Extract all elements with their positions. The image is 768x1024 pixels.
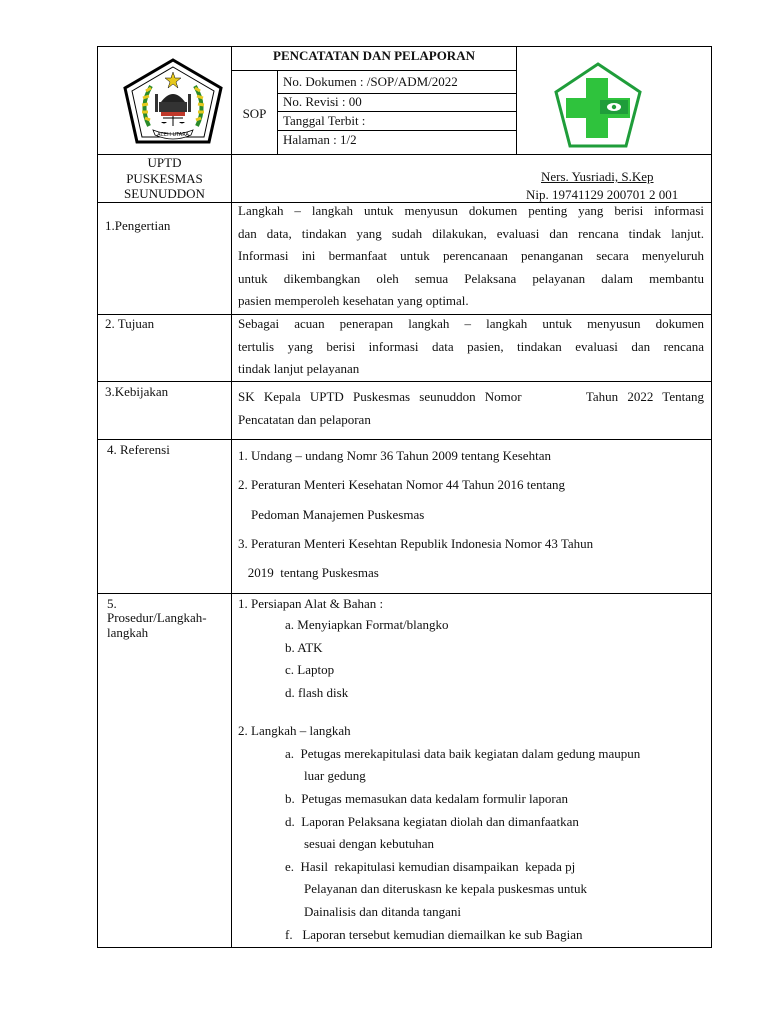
divider [231,70,516,71]
puskesmas-logo-icon [552,62,644,150]
text-line: Pencatatan dan pelaporan [238,411,371,427]
text-line: dan data, tindakan yang sudah dilakukan, evaluasi dan rencana tindak lanjut. [238,225,704,241]
step-item: Dainalisis dan ditanda tangani [304,904,462,919]
section-label-prosedur-cont: langkah [107,625,149,640]
step-item: Pelayanan dan diteruskasn ke kepala puskesmas untuk [304,881,588,896]
signer-nip: Nip. 19741129 200701 2 001 [526,187,679,202]
text-line: Sebagai acuan penerapan langkah – langkah untuk menyusun dokumen [238,316,704,331]
signer-name: Ners. Yusriadi, S.Kep [541,169,654,184]
revision-number: No. Revisi : 00 [283,94,362,109]
referensi-item: 2019 tentang Puskesmas [238,565,379,580]
tujuan-text [238,313,704,381]
step-item: d. Laporan Pelaksana kegiatan diolah dan dimanfaatkan [285,814,579,829]
prep-item: a. Menyiapkan Format/blangko [285,617,449,632]
divider [277,111,516,112]
text-line: tindak lanjut pelayanan [238,361,360,376]
divider [277,130,516,131]
divider [277,70,278,154]
referensi-item: 1. Undang – undang Nomr 36 Tahun 2009 tentang Kesehtan [238,448,551,463]
org-name-line3: SEUNUDDON [124,186,205,201]
org-name-line1: UPTD [147,155,182,170]
issue-date: Tanggal Terbit : [283,113,366,128]
kebijakan-text [238,386,704,431]
text-line: untuk dikembangkan oleh semua Pelaksana pelayanan dalam membantu [238,270,704,286]
table-border-top [97,46,712,47]
step-item: e. Hasil rekapitulasi kemudian disampaikan kepada pj [285,859,576,874]
sop-label: SOP [242,106,267,121]
step-item: f. Laporan tersebut kemudian diemailkan ke sub Bagian [285,927,583,942]
divider [97,439,712,440]
section-label-prosedur: Prosedur/Langkah- [107,610,207,625]
table-border-bottom [97,947,712,948]
section-label-referensi: 4. Referensi [107,442,170,457]
text-line: SK Kepala UPTD Puskesmas seunuddon Nomor Tahun 2022 Tentang [238,389,704,404]
text-line: tertulis yang berisi informasi data pasien, tindakan evaluasi dan rencana [238,338,704,354]
step-item: b. Petugas memasukan data kedalam formulir laporan [285,791,569,806]
referensi-item: 2. Peraturan Menteri Kesehatan Nomor 44 Tahun 2016 tentang [238,477,566,492]
org-name-line2: PUSKESMAS [126,171,203,186]
referensi-item: 3. Peraturan Menteri Kesehtan Republik Indonesia Nomor 43 Tahun [238,536,594,551]
prep-item: b. ATK [285,640,323,655]
step-item: luar gedung [304,768,366,783]
section-label-kebijakan: 3.Kebijakan [105,384,169,399]
section-label-prosedur-number: 5. [107,596,117,611]
table-border-right [711,46,712,948]
text-line: pasien memperoleh kesehatan yang optimal. [238,293,469,308]
divider [97,381,712,382]
page-number: Halaman : 1/2 [283,132,357,147]
divider [97,593,712,594]
divider [231,46,232,948]
text-line: Langkah – langkah untuk menyusun dokumen penting yang berisi informasi [238,203,704,218]
step-item: sesuai dengan kebutuhan [304,836,434,851]
steps-title: 2. Langkah – langkah [238,723,351,738]
prep-title: 1. Persiapan Alat & Bahan : [238,596,384,611]
doc-number: No. Dokumen : /SOP/ADM/2022 [283,74,458,89]
prep-item: c. Laptop [285,662,335,677]
pengertian-text [238,200,704,313]
aceh-utara-emblem-icon [121,58,225,148]
divider [516,46,517,154]
emblem-banner-text: ACEH UTARA [157,132,189,138]
text-line: Informasi ini bermanfaat untuk perencanaan penanganan secara menyeluruh [238,248,704,263]
step-item: a. Petugas merekapitulasi data baik kegiatan dalam gedung maupun [285,746,641,761]
prep-item: d. flash disk [285,685,349,700]
document-title: PENCATATAN DAN PELAPORAN [273,48,475,63]
referensi-item: Pedoman Manajemen Puskesmas [238,507,425,522]
section-label-pengertian: 1.Pengertian [105,218,171,233]
section-label-tujuan: 2. Tujuan [105,316,155,331]
